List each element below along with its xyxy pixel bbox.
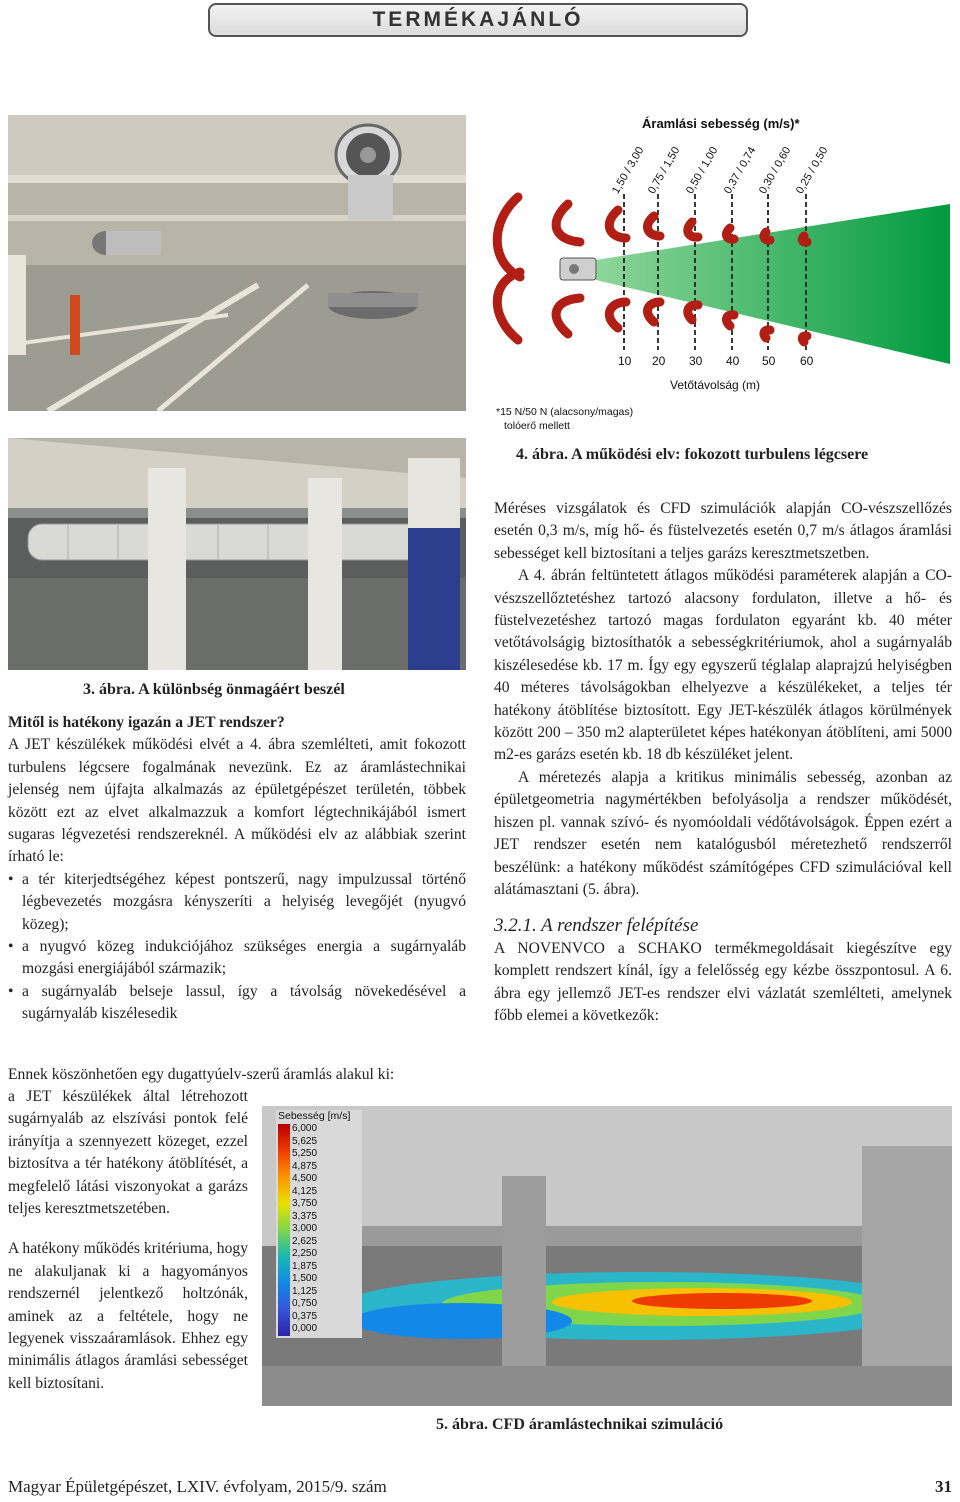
left-paragraph-3: A hatékony működés kritériuma, hogy ne alakuljanak ki a hagyományos rendszernél jelentkező holtzónák, aminek az a feltétele, hogy ne legyenek visszaáramlások. Ehhez egy minimális átlagos áramlási sebességet kell biztosítani. [8,1240,248,1392]
legend-value: 3,375 [292,1210,318,1222]
figure4-diagram [490,112,960,457]
legend-value: 4,875 [292,1160,318,1172]
figure5-caption: 5. ábra. CFD áramlástechnikai szimuláció [436,1416,724,1433]
distance-tick: 50 [762,354,776,368]
left-column [8,712,466,1026]
distance-tick: 30 [689,354,703,368]
legend-value: 1,125 [292,1285,318,1297]
right-column [494,498,952,1027]
section-title: TERMÉKAJÁNLÓ [372,8,584,31]
right-paragraph-2: A 4. ábrán feltüntetett átlagos működési paraméterek alapján a CO-vészszellőztetéshez tartozó alacsony fordulaton, illetve a hő- és füstelvezetéshez tartozó magas fordulaton egyaránt kb. 40 méter vetőtávolságig biztosíthatók a sebességkritériumok, ahol a sugárnyaláb kiszélesedése kb. 17 m. Így egy egyszerű téglalap alaprajzú helyiségben 40 méteres távolságokban elhelyezve a készülékeket, a teljes tér hatékony átöblítése biztosított. Egy JET-készülék átlagos körülmények között 200 – 350 m2 alapterületet képes hatékonyan átöblíteni, ami 5000 m2-es garázs esetén kb. 18 db készüléket jelent. [494,567,952,764]
figure3-caption: 3. ábra. A különbség önmagáért beszél [83,681,345,698]
garage-duct-photo [8,438,466,670]
left-paragraph-2-wrap [8,1086,248,1395]
left-heading: Mitől is hatékony igazán a JET rendszer? [8,714,285,731]
distance-tick: 10 [618,354,632,368]
distance-axis-label: Vetőtávolság (m) [670,378,761,392]
legend-value: 5,625 [292,1135,318,1147]
legend-value: 0,750 [292,1298,318,1309]
page-footer [8,1477,952,1497]
list-item: • a nyugvó közeg indukciójához szükséges energia a sugárnyaláb mozgási energiájából származik; [8,936,466,981]
section-heading: 3.2.1. A rendszer felépítése [494,915,699,937]
distance-tick: 40 [726,354,740,368]
legend-value: 0,375 [292,1310,318,1322]
figure4-footnote-2: tolóerő mellett [504,420,570,432]
right-paragraph-1: Méréses vizsgálatok és CFD szimulációk alapján CO-vészszellőzés esetén 0,3 m/s, míg hő- és füstelvezetés esetén 0,7 m/s átlagos áramlási sebességet kell biztosítani a teljes garázs keresztmetszetben. [494,500,952,562]
legend-value: 3,000 [292,1223,318,1234]
right-paragraph-4: A NOVENVCO a SCHAKO termékmegoldásait kiegészítve egy komplett rendszert kínál, így a felelősség egy kézbe összpontosul. A 6. ábra egy jellemző JET-es rendszer elvi vázlatát szemlélteti, amelynek főbb elemei a következők: [494,939,952,1024]
page-number: 31 [935,1477,952,1496]
speed-label: 0,75 / 1,50 [646,144,683,196]
legend-swatches [278,1124,290,1336]
journal-citation: Magyar Épületgépészet, LXIV. évfolyam, 2015/9. szám [8,1477,387,1496]
distance-tick: 20 [652,354,666,368]
speed-label: 0,25 / 0,50 [794,144,831,196]
garage-photo-illustration [8,115,466,411]
legend-value: 3,750 [292,1198,318,1209]
left-paragraph-1: A JET készülékek működési elvét a 4. ábra szemlélteti, amit fokozott turbulens légcsere fogalmának nevezünk. Ez az áramlástechnikai jelenség nem újfajta alkalmazás az épületgépészet területén, többek között ezt az elvet alkalmazzuk a komfort légtechnikájából ismert sugaras légvezetési rendszereknél. A működési elv az alábbiak szerint írható le: [8,736,466,866]
speed-label: 0,50 / 1,00 [684,144,721,196]
cfd-legend [276,1110,362,1338]
speed-label: 0,37 / 0,74 [722,144,759,196]
figure4-title: Áramlási sebesség (m/s)* [642,116,800,131]
figure5-cfd [262,1106,952,1406]
legend-value: 2,625 [292,1235,318,1247]
section-header [208,3,748,37]
legend-value: 1,500 [292,1273,318,1284]
legend-value: 2,250 [292,1248,318,1259]
distance-ticks [490,354,960,372]
list-item: • a tér kiterjedtségéhez képest pontszerű, nagy impulzussal történő légbevezetés mozgásra kényszeríti a helyiség levegőjét (nyugvó közeg); [8,869,466,936]
principle-list [8,869,466,1026]
left-paragraph-2-rest: a JET készülékek által létrehozott sugárnyaláb az elszívási pontok felé irányítja a szennyezett közeget, ezzel biztosítva a tér hatékony átöblítését, a megfelelő látási viszonyokat a garázs teljes keresztmetszetében. [8,1088,248,1218]
legend-value: 4,500 [292,1173,318,1184]
list-item: • a sugárnyaláb belseje lassul, így a távolság növekedésével a sugárnyaláb kiszélesedik [8,981,466,1026]
legend-value: 1,875 [292,1260,318,1272]
legend-title: Sebesség [m/s] [278,1110,351,1122]
left-paragraph-2-lead: Ennek köszönhetően egy dugattyúelv-szerű áramlás alakul ki: [8,1066,395,1083]
legend-value: 0,000 [292,1323,318,1334]
right-paragraph-3: A méretezés alapja a kritikus minimális sebesség, azonban az épületgeometria nagymértékben befolyásolja a rendszer működését, hiszen pl. vannak szívó- és nyomóoldali védőtávolságok. Éppen ezért a JET rendszer esetén nem katalógusból méretezhető rendszerről beszélünk: a hatékony működést számítógépes CFD szimulációval kell alátámasztani (5. ábra). [494,768,952,898]
garage-jetfan-photo [8,115,466,411]
distance-tick: 60 [800,354,814,368]
speed-label: 0,30 / 0,60 [757,144,794,196]
legend-value: 4,125 [292,1185,318,1197]
legend-values [292,1123,317,1336]
duct-photo-illustration [8,438,466,670]
figure4-caption: 4. ábra. A működési elv: fokozott turbulens légcsere [516,446,869,463]
cfd-visualization [262,1106,952,1406]
legend-value: 5,250 [292,1148,318,1159]
speed-label: 1,50 / 3,00 [610,144,647,196]
left-paragraph-2-start [8,1064,466,1086]
legend-value: 6,000 [292,1123,318,1134]
figure4-footnote-1: *15 N/50 N (alacsony/magas) [496,406,634,418]
speed-label-group [602,142,960,202]
